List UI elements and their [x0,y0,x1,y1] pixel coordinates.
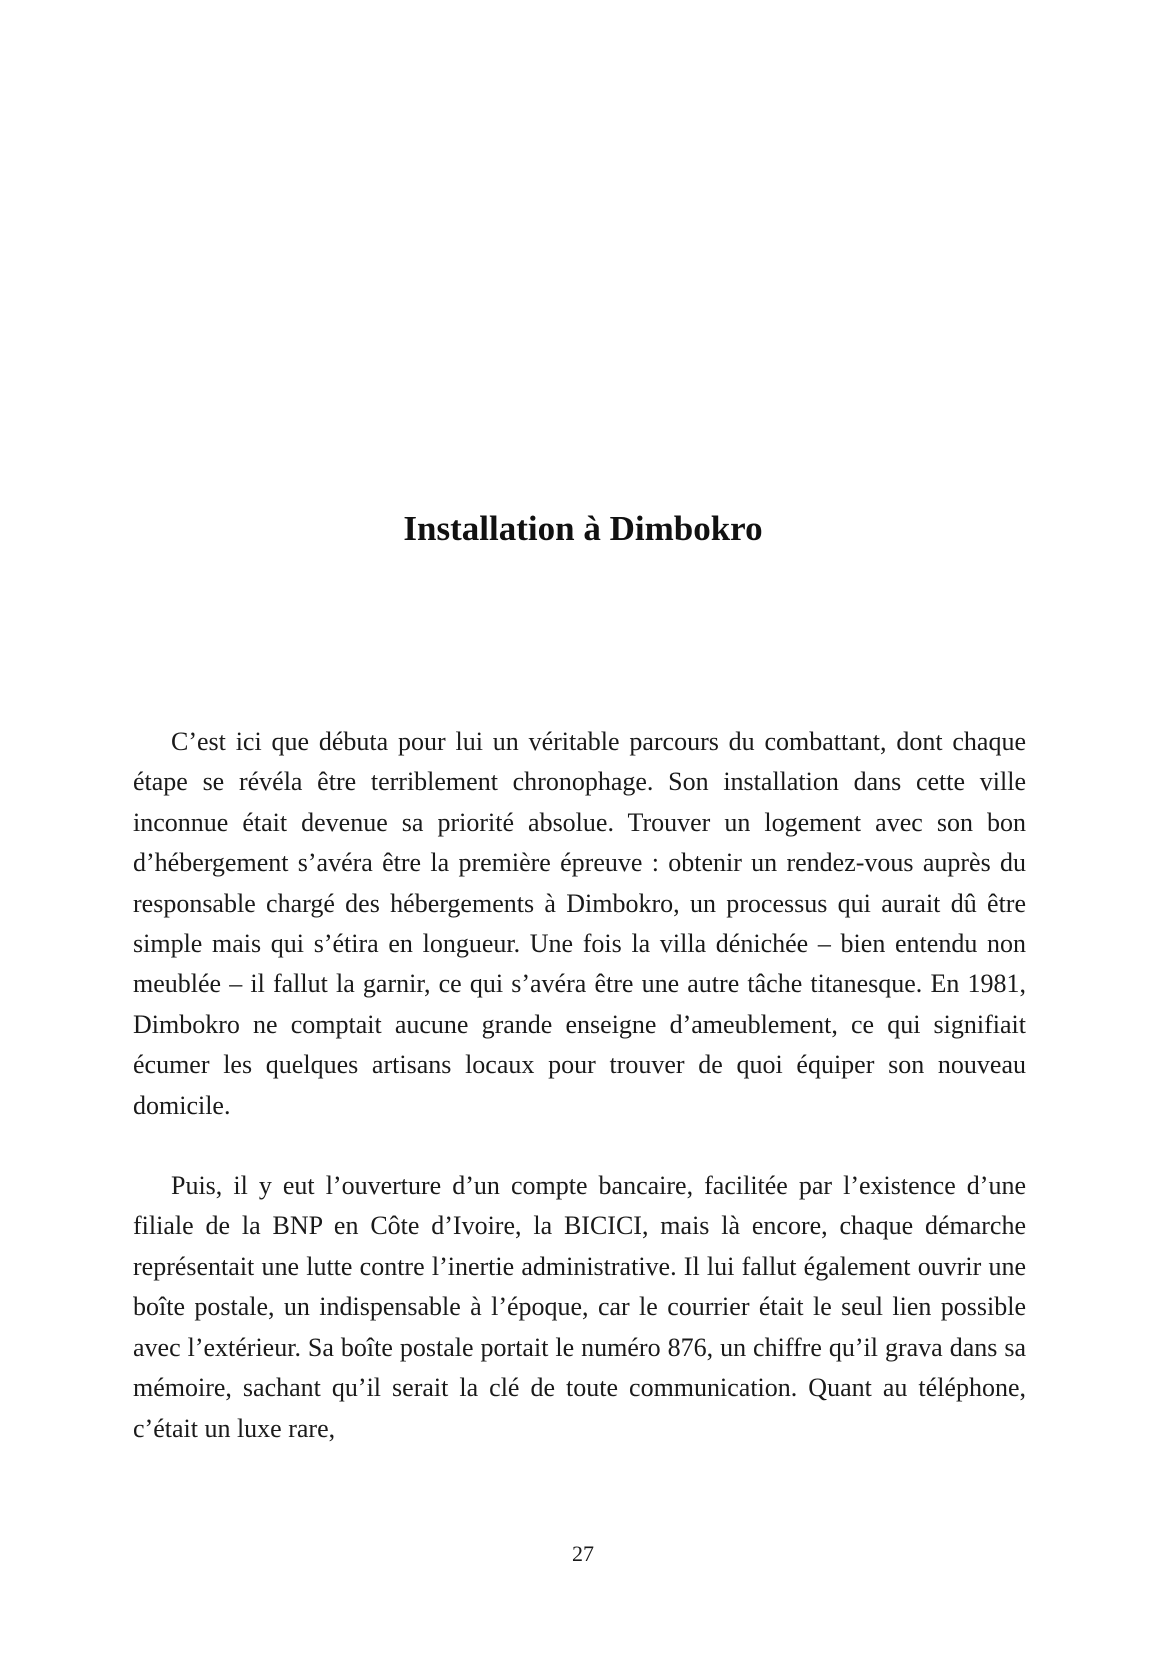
paragraph: Puis, il y eut l’ouverture d’un compte bancaire, facilitée par l’existence d’une filiale de la BNP en Côte d’Ivoire, la BICICI, mais là encore, chaque démarche représentait une lutte contre l’inertie administrative. Il lui fallut également ouvrir une boîte postale, un indispensable à l’époque, car le courrier était le seul lien possible avec l’extérieur. Sa boîte postale portait le numéro 876, un chiffre qu’il grava dans sa mémoire, sachant qu’il serait la clé de toute communication. Quant au téléphone, c’était un luxe rare, [133,1171,1026,1443]
paragraph: C’est ici que débuta pour lui un véritable parcours du combattant, dont chaque étape se révéla être terriblement chronophage. Son installation dans cette ville inconnue était devenue sa priorité absolue. Trouver un logement avec son bon d’hébergement s’avéra être la première épreuve : obtenir un rendez-vous auprès du responsable chargé des hébergements à Dimbokro, un processus qui aurait dû être simple mais qui s’étira en longueur. Une fois la villa dénichée – bien entendu non meublée – il fallut la garnir, ce qui s’avéra être une autre tâche titanesque. En 1981, Dimbokro ne comptait aucune grande enseigne d’ameublement, ce qui signifiait écumer les quelques artisans locaux pour trouver de quoi équiper son nouveau domicile. [133,727,1026,1120]
page-number: 27 [572,1541,594,1566]
body-text [133,722,1026,1449]
chapter-title: Installation à Dimbokro [403,509,763,548]
